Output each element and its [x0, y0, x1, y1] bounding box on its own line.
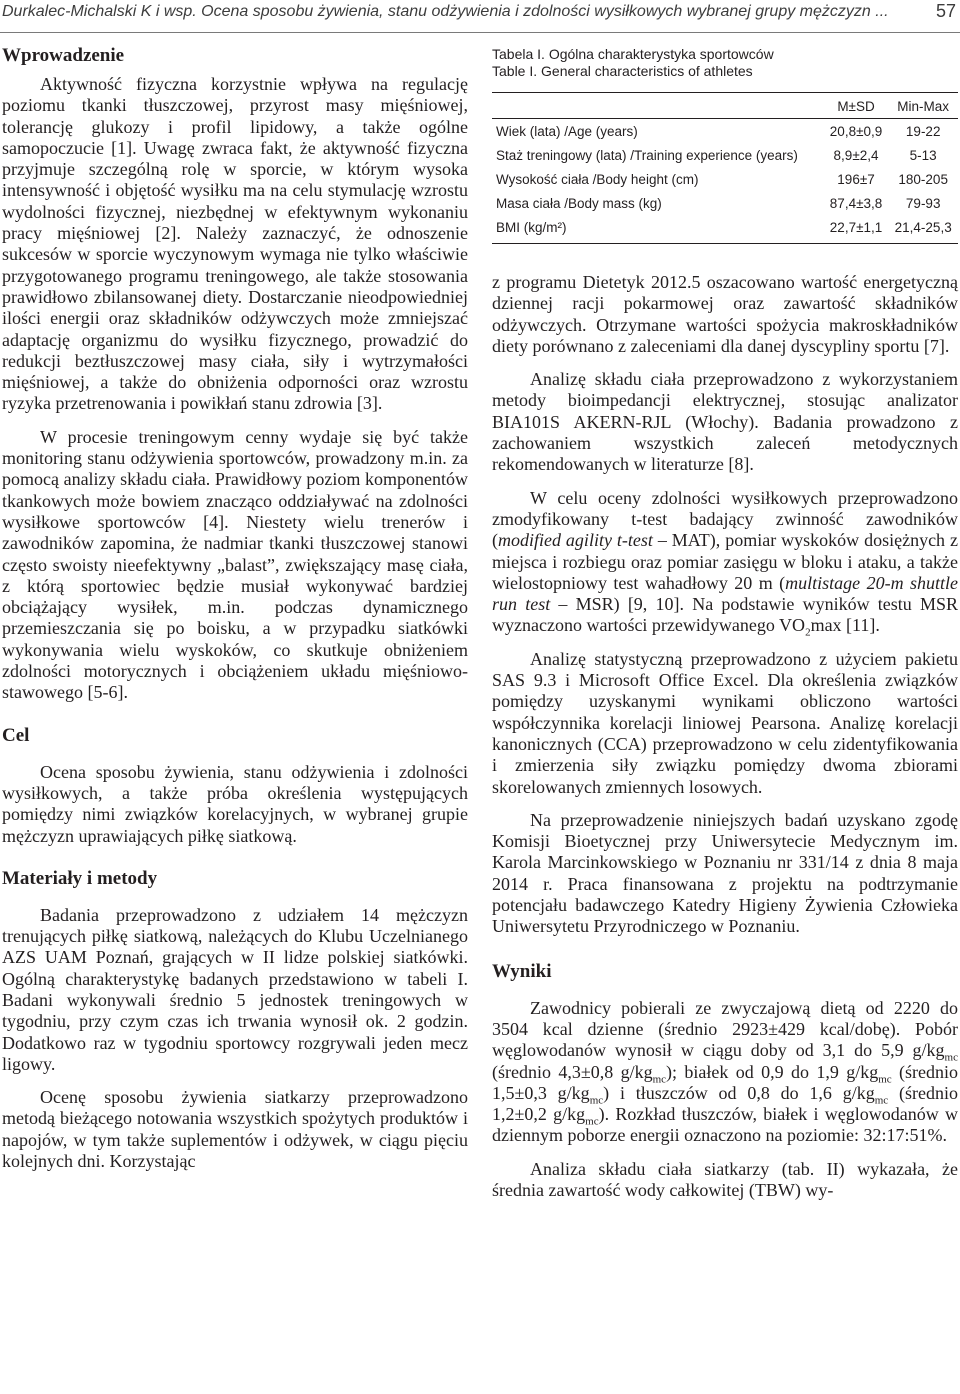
right-paragraph-2: Analizę składu ciała przeprowadzono z wykorzystaniem metody bioimpedancji elektrycznej, stosując analizator BIA101S AKERN-RJL (Włochy). Badania prowadzono z zachowaniem wszystkich zaleceń metodycznych rekomendowanych w literaturze [8]. — [492, 369, 958, 475]
running-title: Durkalec-Michalski K i wsp. Ocena sposobu żywienia, stanu odżywienia i zdolności wysiłkowych wybranej grupy mężczyzn ... — [2, 3, 889, 20]
table-cell-mean: 87,4±3,8 — [829, 195, 883, 211]
table-cell-label: BMI (kg/m²) — [492, 215, 824, 244]
aim-paragraph: Ocena sposobu żywienia, stanu odżywienia i zdolności wysiłkowych, a także próba określenia występujących pomiędzy nimi związków korelacyjnych, w wybranej grupie mężczyzn uprawiających piłkę siatkową. — [2, 761, 468, 846]
section-heading-results: Wyniki — [492, 960, 552, 982]
intro-paragraph-1: Aktywność fizyczna korzystnie wpływa na regulację poziomu tkanki tłuszczowej, przyrost masy mięśniowej, tolerancję glukozy i profil lipidowy, a także ogólne samopoczucie [1]. Uwagę zwraca fakt, że aktywność fizyczna przyjmuje szczególną rolę w sporcie, w którym wysoka intensywność i objętość wysiłku ma na celu stymulację wzrostu wydolności fizycznej, niezbędnej w efektywnym wykonaniu pracy mięśniowej [2]. Należy zaznaczyć, że odnoszenie sukcesów w sporcie wyczynowym wymaga nie tylko właściwie przygotowanego programu treningowego, ale także stosowania prawidłowo zbilansowanej diety. Dostarczanie nieodpowiedniej ilości energii oraz składników odżywczych może zmniejszać adaptację organizmu do wysiłku fizycznego, prowadzić do redukcji beztłuszczowej masy ciała, siły i wytrzymałości mięśniowej, a także do obniżenia odporności oraz wzrostu ryzyka przetrenowania i powikłań stanu zdrowia [3]. — [2, 74, 468, 414]
methods-paragraph-2: Ocenę sposobu żywienia siatkarzy przeprowadzono metodą bieżącego notowania wszystkich spożytych produktów i napojów, w tym także suplementów i odżywek, w ciągu pięciu kolejnych dni. Korzystając — [2, 1087, 468, 1172]
table-cell-label: Wysokość ciała /Body height (cm) — [496, 171, 699, 187]
section-heading-introduction: Wprowadzenie — [2, 45, 125, 66]
results-paragraph-1: Zawodnicy pobierali ze zwyczajową dietą od 2220 do 3504 kcal dzienne (średnio 2923±429 kcal/dobę). Pobór węglowodanów wynosił w ciągu doby od 3,1 do 5,9 $g/kg_{mc}$ (średnio 4,3±0,8 $g/kg_{mc}$); białek od 0,9 do 1,9 $g/kg_{mc}$ (średnio 1,5±0,3 $g/kg_{mc}$) i tłuszczów od 0,8 do 1,6 $g/kg_{mc}$ (średnio 1,2±0,2 $g/kg_{mc}$). Rozkład tłuszczów, białek i węglowodanów w dziennym poborze energii oznaczono na poziomie: 32:17:51%. — [492, 997, 959, 1146]
characteristics-table — [492, 92, 958, 244]
table-cell-mean: 196±7 — [837, 171, 875, 187]
table-cell-label: Staż treningowy (lata) /Training experience (years) — [496, 147, 798, 163]
table-row — [492, 119, 958, 144]
right-column — [492, 46, 958, 1201]
methods-paragraph-1: Badania przeprowadzono z udziałem 14 mężczyzn trenujących piłkę siatkową, należących do Klubu Uczelnianego AZS UAM Poznań, grających w II lidze polskiej siatkówki. Ogólną charakterystykę badanych przedstawiono w tabeli I. Badani wykonywali średnio 5 jednostek treningowych w tygodniu, przy czym czas ich trwania wynosił ok. 2 godzin. Dodatkowo raz w tygodniu sportowcy rozgrywali jeden mecz ligowy. — [2, 904, 468, 1074]
table-cell-label: Masa ciała /Body mass (kg) — [496, 195, 662, 211]
table-cell-range: 21,4-25,3 — [888, 215, 958, 244]
table-row — [492, 191, 958, 215]
running-header — [0, 0, 960, 33]
table-cell-mean: 20,8±0,9 — [829, 123, 883, 139]
table-header-mean: M±SD — [824, 93, 889, 119]
table-row — [492, 167, 958, 191]
table-header-label — [492, 93, 824, 119]
table-caption — [492, 46, 958, 80]
section-heading-aim: Cel — [2, 724, 30, 746]
table-cell-range: 180-205 — [898, 171, 948, 187]
results-paragraph-2: Analiza składu ciała siatkarzy (tab. II) wykazała, że średnia zawartość wody całkowitej (TBW) wy- — [492, 1158, 958, 1200]
table-caption-pl: Tabela I. Ogólna charakterystyka sportowców — [492, 46, 774, 62]
left-column — [2, 44, 468, 1172]
right-paragraph-1: z programu Dietetyk 2012.5 oszacowano wartość energetyczną dziennej racji pokarmowej oraz zawartość składników odżywczych. Otrzymane wartości spożycia makroskładników diety porównano z zaleceniami dla danej dyscypliny sportu [7]. — [492, 272, 958, 356]
section-heading-methods: Materiały i metody — [2, 867, 158, 889]
table-row — [492, 143, 958, 167]
intro-paragraph-2: W procesie treningowym cenny wydaje się być także monitoring stanu odżywienia sportowców, prowadzony m.in. za pomocą analizy składu ciała. Prawidłowy poziom komponentów tkankowych może bowiem znacząco oddziaływać na zdolności wysiłkowe sportowców [4]. Niestety wielu trenerów i zawodników zapomina, że nadmiar tkanki tłuszczowej stanowi często swoisty nieefektywny „balast”, zwiększający masę ciała, z którą sportowiec będzie musiał wykonywać bardziej obciążający wysiłek, m.in. podczas dynamicznego przemieszczania się po boisku, a w przypadku siatkówki wykonywania wielu wyskoków, co skutkuje obniżeniem zdolności motorycznych i obciążeniem układu mięśniowo-stawowego [5-6]. — [2, 426, 468, 703]
table-row — [492, 215, 958, 244]
table-cell-mean: 8,9±2,4 — [833, 147, 879, 163]
page-number: 57 — [935, 1, 956, 21]
table-header-range: Min-Max — [888, 93, 958, 119]
table-caption-en: Table I. General characteristics of athletes — [492, 63, 753, 79]
table-cell-range: 79-93 — [905, 195, 941, 211]
table-cell-range: 5-13 — [909, 147, 937, 163]
table-cell-range: 19-22 — [905, 123, 941, 139]
right-paragraph-3: W celu oceny zdolności wysiłkowych przeprowadzono zmodyfikowany t-test badający zwinność zawodników (modified agility t-test – MAT), pomiar wyskoków dosiężnych z miejsca i rozbiegu oraz pomiar zasięgu w bloku i ataku, a także wielostopniowy test wahadłowy 20 m (multistage 20-m shuttle run test – MSR) [9, 10]. Na podstawie wyników testu MSR wyznaczono wartości przewidywanego $VO_2\max$ [11]. — [492, 487, 958, 640]
right-paragraph-5: Na przeprowadzenie niniejszych badań uzyskano zgodę Komisji Bioetycznej przy Uniwersytecie Medycznym im. Karola Marcinkowskiego w Poznaniu nr 331/14 z dnia 8 maja 2014 r. Praca finansowana z projektu na podtrzymanie potencjału badawczego Katedry Higieny Żywienia Człowieka Uniwersytetu Przyrodniczego w Poznaniu. — [492, 809, 958, 937]
right-paragraph-4: Analizę statystyczną przeprowadzono z użyciem pakietu SAS 9.3 i Microsoft Office Excel. Dla określenia związków pomiędzy uzyskanymi wynikami obliczono wartości współczynnika korelacji liniowej Pearsona. Analizę korelacji kanonicznych (CCA) przeprowadzono w celu zidentyfikowania i zmierzenia siły związku pomiędzy dwoma zbiorami skorelowanych zmiennych losowych. — [492, 648, 958, 797]
table-cell-mean: 22,7±1,1 — [824, 215, 889, 244]
table-cell-label: Wiek (lata) /Age (years) — [496, 123, 638, 139]
